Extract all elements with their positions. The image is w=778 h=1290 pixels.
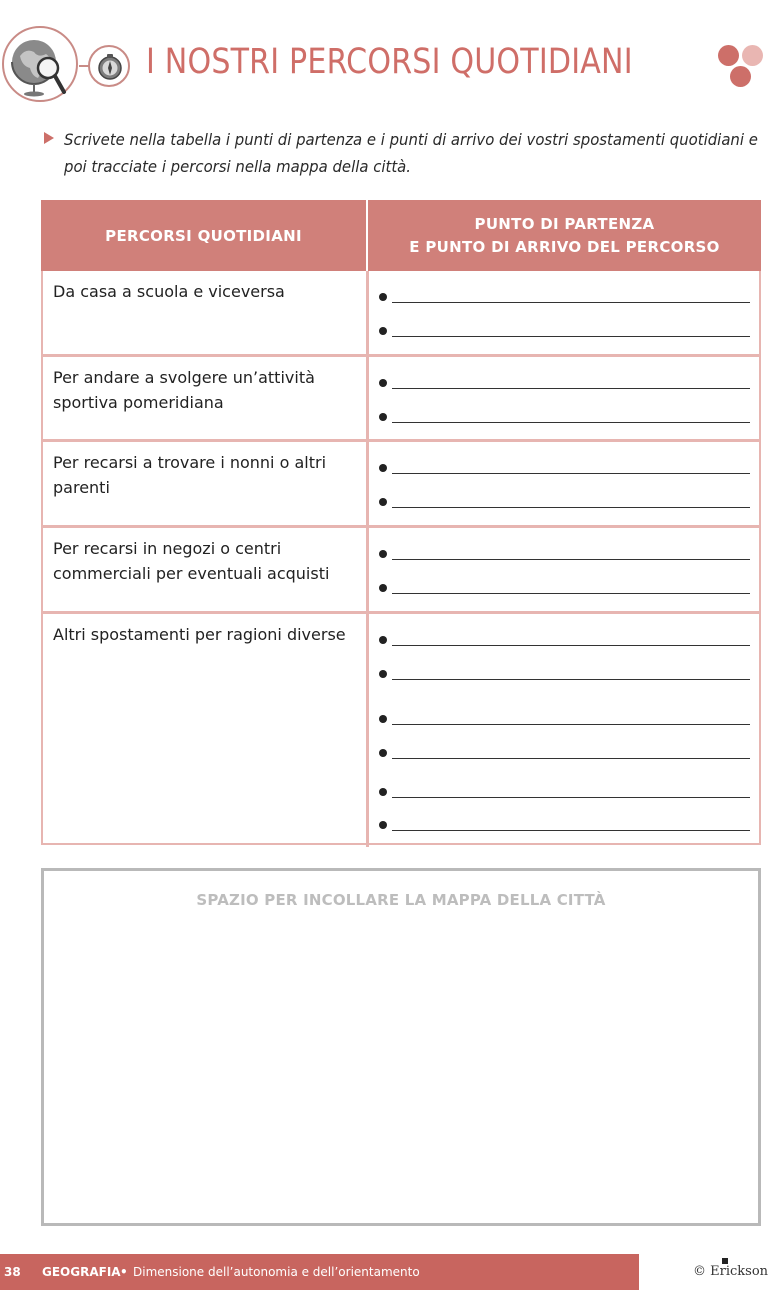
bullet-icon (379, 749, 387, 757)
bullet-icon (379, 464, 387, 472)
write-line (392, 422, 750, 423)
write-line (392, 593, 750, 594)
answer-line[interactable] (379, 668, 751, 682)
table-row (43, 271, 759, 357)
write-line (392, 559, 750, 560)
column-header-points-line1: PUNTO DI PARTENZA (474, 214, 655, 233)
answer-line[interactable] (379, 819, 751, 833)
write-line (392, 758, 750, 759)
map-paste-area[interactable] (41, 868, 761, 1226)
write-line (392, 830, 750, 831)
copyright-text: © Erickson (693, 1264, 769, 1279)
bullet-icon (379, 327, 387, 335)
bullet-icon (379, 379, 387, 387)
answer-line[interactable] (379, 548, 751, 562)
dot-decoration (718, 45, 739, 66)
bullet-icon (379, 413, 387, 421)
column-header-points-line2: E PUNTO DI ARRIVO DEL PERCORSO (409, 237, 720, 256)
answer-line[interactable] (379, 462, 751, 476)
footer-description: Dimensione dell’autonomia e dell’orientamento (133, 1265, 420, 1279)
write-line (392, 645, 750, 646)
table-row (43, 357, 759, 442)
dot-decoration (742, 45, 763, 66)
dot-decoration (730, 66, 751, 87)
bullet-icon (379, 715, 387, 723)
answer-line[interactable] (379, 496, 751, 510)
footer-subject: GEOGRAFIA (42, 1265, 121, 1279)
answer-line[interactable] (379, 634, 751, 648)
column-header-points (368, 200, 761, 271)
table-row (43, 442, 759, 528)
column-header-routes: PERCORSI QUOTIDIANI (105, 226, 302, 245)
bullet-icon (379, 670, 387, 678)
route-label: Da casa a scuola e viceversa (53, 282, 285, 301)
table-header (41, 200, 761, 271)
bullet-icon (379, 584, 387, 592)
bullet-icon (379, 550, 387, 558)
footer-separator: • (120, 1265, 128, 1279)
triangle-bullet-icon (44, 132, 54, 144)
page-footer (0, 1254, 639, 1290)
publisher-copyright (693, 1264, 768, 1279)
route-label: Per recarsi in negozi o centri commerciali per eventuali acquisti (53, 539, 330, 583)
publisher-logo-mark (722, 1258, 728, 1264)
bullet-icon (379, 821, 387, 829)
write-line (392, 724, 750, 725)
write-line (392, 507, 750, 508)
answer-line[interactable] (379, 377, 751, 391)
globe-magnifier-icon (2, 26, 78, 102)
write-line (392, 797, 750, 798)
instructions (44, 126, 769, 180)
write-line (392, 473, 750, 474)
table-row (43, 528, 759, 614)
bullet-icon (379, 788, 387, 796)
answer-line[interactable] (379, 325, 751, 339)
route-label: Per andare a svolgere un’attività sportiva pomeridiana (53, 368, 315, 412)
instructions-text: Scrivete nella tabella i punti di partenza e i punti di arrivo dei vostri spostamenti quotidiani e poi tracciate i percorsi nella mappa della città. (64, 130, 758, 176)
route-label: Per recarsi a trovare i nonni o altri parenti (53, 453, 327, 497)
bullet-icon (379, 636, 387, 644)
write-line (392, 679, 750, 680)
answer-line[interactable] (379, 747, 751, 761)
answer-line[interactable] (379, 411, 751, 425)
bullet-icon (379, 293, 387, 301)
route-label: Altri spostamenti per ragioni diverse (53, 625, 346, 644)
decorative-dots (716, 42, 766, 88)
map-area-label: SPAZIO PER INCOLLARE LA MAPPA DELLA CITTÀ (196, 891, 606, 909)
table-row (43, 614, 759, 843)
page-header (0, 22, 778, 112)
write-line (392, 388, 750, 389)
bullet-icon (379, 498, 387, 506)
page-number: 38 (4, 1265, 21, 1279)
answer-line[interactable] (379, 713, 751, 727)
compass-icon (88, 45, 130, 87)
write-line (392, 336, 750, 337)
answer-line[interactable] (379, 582, 751, 596)
page-title: I NOSTRI PERCORSI QUOTIDIANI (146, 42, 633, 82)
routes-table (41, 200, 761, 845)
write-line (392, 302, 750, 303)
answer-line[interactable] (379, 291, 751, 305)
answer-line[interactable] (379, 786, 751, 800)
